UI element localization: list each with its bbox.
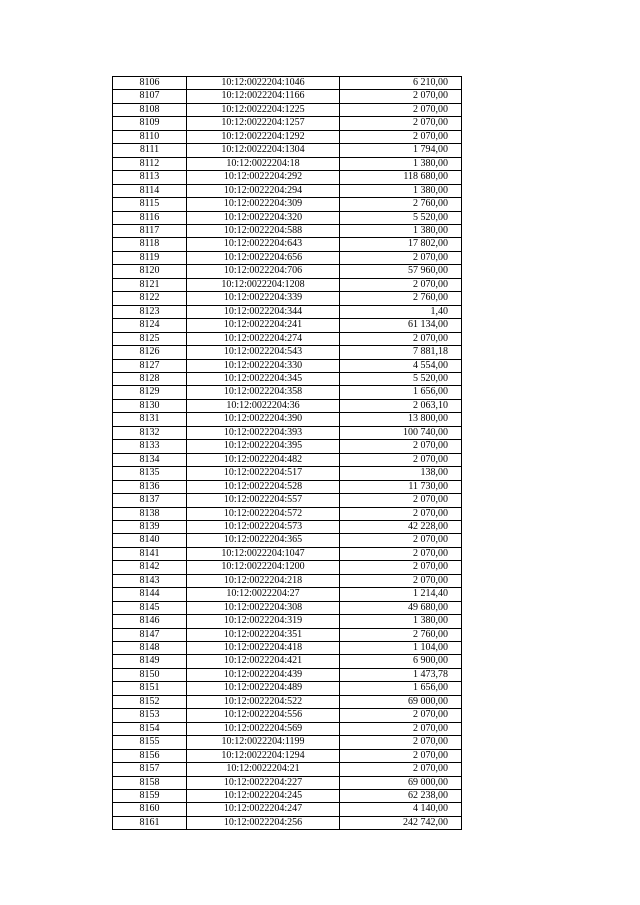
amount-cell: 4 554,00 — [340, 359, 462, 372]
table-row — [113, 749, 462, 762]
row-number-cell: 8119 — [113, 251, 187, 264]
amount-cell: 1 380,00 — [340, 184, 462, 197]
row-number-cell: 8143 — [113, 574, 187, 587]
amount-cell: 5 520,00 — [340, 372, 462, 385]
row-number-cell: 8127 — [113, 359, 187, 372]
row-number-cell: 8141 — [113, 547, 187, 560]
row-number-cell: 8150 — [113, 668, 187, 681]
amount-cell: 2 070,00 — [340, 722, 462, 735]
table-row — [113, 117, 462, 130]
row-number-cell: 8125 — [113, 332, 187, 345]
cadastral-number-cell: 10:12:0022204:308 — [187, 601, 340, 614]
row-number-cell: 8106 — [113, 77, 187, 90]
amount-cell: 2 070,00 — [340, 574, 462, 587]
row-number-cell: 8135 — [113, 467, 187, 480]
table-row — [113, 534, 462, 547]
table-row — [113, 319, 462, 332]
amount-cell: 5 520,00 — [340, 211, 462, 224]
amount-cell: 2 070,00 — [340, 749, 462, 762]
table-row — [113, 346, 462, 359]
row-number-cell: 8130 — [113, 399, 187, 412]
row-number-cell: 8153 — [113, 709, 187, 722]
amount-cell: 2 070,00 — [340, 534, 462, 547]
table-row — [113, 440, 462, 453]
cadastral-number-cell: 10:12:0022204:1294 — [187, 749, 340, 762]
table-row — [113, 372, 462, 385]
amount-cell: 7 881,18 — [340, 346, 462, 359]
amount-cell: 17 802,00 — [340, 238, 462, 251]
table-row — [113, 763, 462, 776]
cadastral-number-cell: 10:12:0022204:656 — [187, 251, 340, 264]
row-number-cell: 8161 — [113, 816, 187, 829]
cadastral-number-cell: 10:12:0022204:21 — [187, 763, 340, 776]
row-number-cell: 8142 — [113, 561, 187, 574]
amount-cell: 242 742,00 — [340, 816, 462, 829]
table-row — [113, 413, 462, 426]
row-number-cell: 8149 — [113, 655, 187, 668]
table-row — [113, 238, 462, 251]
table-row — [113, 130, 462, 143]
row-number-cell: 8156 — [113, 749, 187, 762]
cadastral-number-cell: 10:12:0022204:320 — [187, 211, 340, 224]
amount-cell: 2 070,00 — [340, 90, 462, 103]
table-row — [113, 211, 462, 224]
table-row — [113, 642, 462, 655]
table-row — [113, 359, 462, 372]
amount-cell: 1 794,00 — [340, 144, 462, 157]
amount-cell: 6 210,00 — [340, 77, 462, 90]
cadastral-number-cell: 10:12:0022204:245 — [187, 790, 340, 803]
amount-cell: 1 380,00 — [340, 157, 462, 170]
table-row — [113, 480, 462, 493]
amount-cell: 1 656,00 — [340, 386, 462, 399]
table-row — [113, 803, 462, 816]
table-row — [113, 561, 462, 574]
row-number-cell: 8159 — [113, 790, 187, 803]
row-number-cell: 8137 — [113, 494, 187, 507]
table-row — [113, 520, 462, 533]
amount-cell: 1 104,00 — [340, 642, 462, 655]
table-row — [113, 426, 462, 439]
cadastral-number-cell: 10:12:0022204:227 — [187, 776, 340, 789]
amount-cell: 69 000,00 — [340, 776, 462, 789]
row-number-cell: 8140 — [113, 534, 187, 547]
amount-cell: 118 680,00 — [340, 171, 462, 184]
amount-cell: 42 228,00 — [340, 520, 462, 533]
table-row — [113, 655, 462, 668]
row-number-cell: 8131 — [113, 413, 187, 426]
cadastral-number-cell: 10:12:0022204:339 — [187, 292, 340, 305]
table-row — [113, 790, 462, 803]
cadastral-number-cell: 10:12:0022204:482 — [187, 453, 340, 466]
table-row — [113, 144, 462, 157]
table-row — [113, 722, 462, 735]
row-number-cell: 8111 — [113, 144, 187, 157]
cadastral-number-cell: 10:12:0022204:1225 — [187, 103, 340, 116]
table-row — [113, 103, 462, 116]
row-number-cell: 8120 — [113, 265, 187, 278]
cadastral-number-cell: 10:12:0022204:569 — [187, 722, 340, 735]
row-number-cell: 8154 — [113, 722, 187, 735]
cadastral-number-cell: 10:12:0022204:1046 — [187, 77, 340, 90]
table-row — [113, 776, 462, 789]
cadastral-number-cell: 10:12:0022204:256 — [187, 816, 340, 829]
row-number-cell: 8145 — [113, 601, 187, 614]
cadastral-number-cell: 10:12:0022204:344 — [187, 305, 340, 318]
amount-cell: 2 070,00 — [340, 763, 462, 776]
table-row — [113, 305, 462, 318]
cadastral-number-cell: 10:12:0022204:572 — [187, 507, 340, 520]
row-number-cell: 8157 — [113, 763, 187, 776]
amount-cell: 2 070,00 — [340, 440, 462, 453]
table-row — [113, 292, 462, 305]
cadastral-number-cell: 10:12:0022204:330 — [187, 359, 340, 372]
row-number-cell: 8148 — [113, 642, 187, 655]
table-row — [113, 332, 462, 345]
table-body — [113, 77, 462, 830]
amount-cell: 1 656,00 — [340, 682, 462, 695]
row-number-cell: 8116 — [113, 211, 187, 224]
cadastral-number-cell: 10:12:0022204:1200 — [187, 561, 340, 574]
row-number-cell: 8152 — [113, 695, 187, 708]
amount-cell: 138,00 — [340, 467, 462, 480]
amount-cell: 2 070,00 — [340, 278, 462, 291]
amount-cell: 61 134,00 — [340, 319, 462, 332]
row-number-cell: 8133 — [113, 440, 187, 453]
cadastral-number-cell: 10:12:0022204:557 — [187, 494, 340, 507]
cadastral-number-cell: 10:12:0022204:489 — [187, 682, 340, 695]
amount-cell: 57 960,00 — [340, 265, 462, 278]
cadastral-number-cell: 10:12:0022204:1257 — [187, 117, 340, 130]
row-number-cell: 8113 — [113, 171, 187, 184]
amount-cell: 2 070,00 — [340, 736, 462, 749]
table-row — [113, 198, 462, 211]
amount-cell: 2 070,00 — [340, 117, 462, 130]
row-number-cell: 8158 — [113, 776, 187, 789]
amount-cell: 2 760,00 — [340, 198, 462, 211]
cadastral-number-cell: 10:12:0022204:1047 — [187, 547, 340, 560]
row-number-cell: 8134 — [113, 453, 187, 466]
amount-cell: 2 070,00 — [340, 332, 462, 345]
amount-cell: 1 380,00 — [340, 224, 462, 237]
cadastral-number-cell: 10:12:0022204:706 — [187, 265, 340, 278]
cadastral-number-cell: 10:12:0022204:351 — [187, 628, 340, 641]
amount-cell: 2 760,00 — [340, 628, 462, 641]
table-row — [113, 601, 462, 614]
amount-cell: 1,40 — [340, 305, 462, 318]
cadastral-number-cell: 10:12:0022204:274 — [187, 332, 340, 345]
row-number-cell: 8129 — [113, 386, 187, 399]
table-row — [113, 265, 462, 278]
row-number-cell: 8110 — [113, 130, 187, 143]
row-number-cell: 8144 — [113, 588, 187, 601]
amount-cell: 2 070,00 — [340, 251, 462, 264]
cadastral-number-cell: 10:12:0022204:517 — [187, 467, 340, 480]
cadastral-number-cell: 10:12:0022204:345 — [187, 372, 340, 385]
cadastral-number-cell: 10:12:0022204:588 — [187, 224, 340, 237]
table-row — [113, 184, 462, 197]
land-parcel-table — [112, 76, 462, 830]
table-row — [113, 682, 462, 695]
cadastral-number-cell: 10:12:0022204:439 — [187, 668, 340, 681]
amount-cell: 2 063,10 — [340, 399, 462, 412]
table-row — [113, 574, 462, 587]
amount-cell: 69 000,00 — [340, 695, 462, 708]
cadastral-number-cell: 10:12:0022204:358 — [187, 386, 340, 399]
cadastral-number-cell: 10:12:0022204:556 — [187, 709, 340, 722]
amount-cell: 1 214,40 — [340, 588, 462, 601]
cadastral-number-cell: 10:12:0022204:36 — [187, 399, 340, 412]
table-row — [113, 467, 462, 480]
cadastral-number-cell: 10:12:0022204:573 — [187, 520, 340, 533]
cadastral-number-cell: 10:12:0022204:218 — [187, 574, 340, 587]
amount-cell: 100 740,00 — [340, 426, 462, 439]
row-number-cell: 8118 — [113, 238, 187, 251]
cadastral-number-cell: 10:12:0022204:292 — [187, 171, 340, 184]
cadastral-number-cell: 10:12:0022204:319 — [187, 615, 340, 628]
cadastral-number-cell: 10:12:0022204:395 — [187, 440, 340, 453]
table-row — [113, 77, 462, 90]
row-number-cell: 8132 — [113, 426, 187, 439]
cadastral-number-cell: 10:12:0022204:421 — [187, 655, 340, 668]
row-number-cell: 8109 — [113, 117, 187, 130]
table-row — [113, 736, 462, 749]
row-number-cell: 8155 — [113, 736, 187, 749]
cadastral-number-cell: 10:12:0022204:27 — [187, 588, 340, 601]
table-row — [113, 251, 462, 264]
amount-cell: 1 380,00 — [340, 615, 462, 628]
row-number-cell: 8107 — [113, 90, 187, 103]
cadastral-number-cell: 10:12:0022204:18 — [187, 157, 340, 170]
amount-cell: 49 680,00 — [340, 601, 462, 614]
amount-cell: 2 070,00 — [340, 507, 462, 520]
table-row — [113, 547, 462, 560]
table-row — [113, 615, 462, 628]
amount-cell: 62 238,00 — [340, 790, 462, 803]
table-row — [113, 399, 462, 412]
row-number-cell: 8124 — [113, 319, 187, 332]
cadastral-number-cell: 10:12:0022204:1166 — [187, 90, 340, 103]
cadastral-number-cell: 10:12:0022204:528 — [187, 480, 340, 493]
amount-cell: 11 730,00 — [340, 480, 462, 493]
cadastral-number-cell: 10:12:0022204:1304 — [187, 144, 340, 157]
row-number-cell: 8146 — [113, 615, 187, 628]
row-number-cell: 8115 — [113, 198, 187, 211]
amount-cell: 2 070,00 — [340, 130, 462, 143]
cadastral-number-cell: 10:12:0022204:1292 — [187, 130, 340, 143]
amount-cell: 2 070,00 — [340, 709, 462, 722]
amount-cell: 4 140,00 — [340, 803, 462, 816]
row-number-cell: 8112 — [113, 157, 187, 170]
cadastral-number-cell: 10:12:0022204:365 — [187, 534, 340, 547]
table-row — [113, 494, 462, 507]
row-number-cell: 8138 — [113, 507, 187, 520]
row-number-cell: 8147 — [113, 628, 187, 641]
table-row — [113, 668, 462, 681]
cadastral-number-cell: 10:12:0022204:247 — [187, 803, 340, 816]
row-number-cell: 8123 — [113, 305, 187, 318]
table-row — [113, 386, 462, 399]
row-number-cell: 8117 — [113, 224, 187, 237]
amount-cell: 2 070,00 — [340, 561, 462, 574]
table-row — [113, 157, 462, 170]
table-row — [113, 816, 462, 829]
row-number-cell: 8122 — [113, 292, 187, 305]
table-row — [113, 507, 462, 520]
cadastral-number-cell: 10:12:0022204:643 — [187, 238, 340, 251]
cadastral-number-cell: 10:12:0022204:522 — [187, 695, 340, 708]
table-row — [113, 588, 462, 601]
amount-cell: 2 760,00 — [340, 292, 462, 305]
cadastral-number-cell: 10:12:0022204:1208 — [187, 278, 340, 291]
amount-cell: 1 473,78 — [340, 668, 462, 681]
amount-cell: 6 900,00 — [340, 655, 462, 668]
row-number-cell: 8108 — [113, 103, 187, 116]
table-row — [113, 695, 462, 708]
table-row — [113, 90, 462, 103]
table-row — [113, 453, 462, 466]
table-row — [113, 171, 462, 184]
row-number-cell: 8160 — [113, 803, 187, 816]
cadastral-number-cell: 10:12:0022204:393 — [187, 426, 340, 439]
amount-cell: 2 070,00 — [340, 103, 462, 116]
row-number-cell: 8139 — [113, 520, 187, 533]
amount-cell: 2 070,00 — [340, 494, 462, 507]
table-row — [113, 224, 462, 237]
row-number-cell: 8128 — [113, 372, 187, 385]
cadastral-number-cell: 10:12:0022204:294 — [187, 184, 340, 197]
cadastral-number-cell: 10:12:0022204:418 — [187, 642, 340, 655]
cadastral-number-cell: 10:12:0022204:309 — [187, 198, 340, 211]
row-number-cell: 8121 — [113, 278, 187, 291]
cadastral-number-cell: 10:12:0022204:1199 — [187, 736, 340, 749]
table-row — [113, 278, 462, 291]
cadastral-number-cell: 10:12:0022204:543 — [187, 346, 340, 359]
amount-cell: 13 800,00 — [340, 413, 462, 426]
cadastral-number-cell: 10:12:0022204:241 — [187, 319, 340, 332]
row-number-cell: 8151 — [113, 682, 187, 695]
amount-cell: 2 070,00 — [340, 453, 462, 466]
row-number-cell: 8114 — [113, 184, 187, 197]
cadastral-number-cell: 10:12:0022204:390 — [187, 413, 340, 426]
row-number-cell: 8136 — [113, 480, 187, 493]
table-row — [113, 709, 462, 722]
row-number-cell: 8126 — [113, 346, 187, 359]
table-row — [113, 628, 462, 641]
amount-cell: 2 070,00 — [340, 547, 462, 560]
